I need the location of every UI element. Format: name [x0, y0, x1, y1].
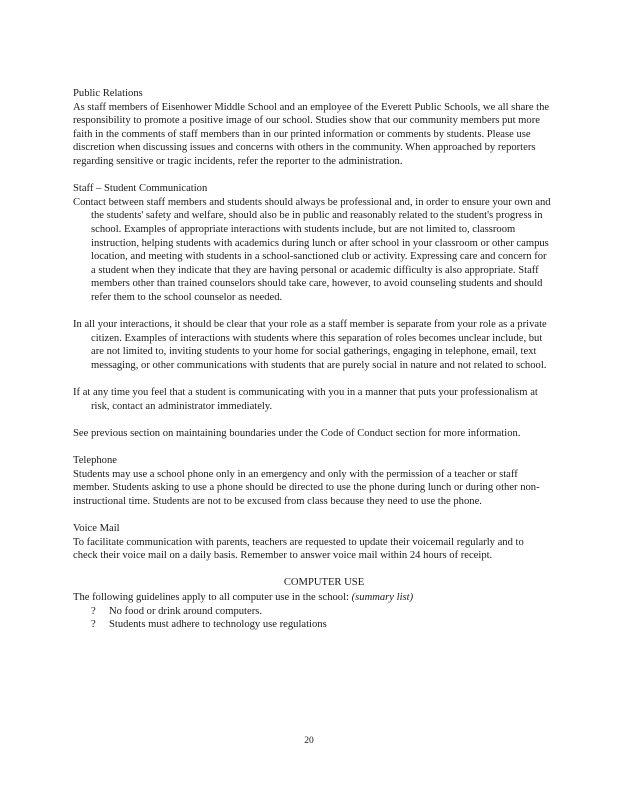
- voicemail-body: To facilitate communication with parents, teachers are requested to update their voicemail regularly and to check their voice mail on a daily basis. Remember to answer voice mail within 24 hours of receipt.: [73, 536, 524, 562]
- computer-use-intro: [73, 591, 551, 605]
- bullet-text: No food or drink around computers.: [109, 605, 262, 617]
- telephone-body: Students may use a school phone only in an emergency and only with the permission of a teacher or staff member. Students asking to use a phone should be directed to use the phone during lunch or during other non-instructional time. Students are not to be excused from class because they need to use the phone.: [73, 468, 540, 507]
- staff-student-paragraph-3: If at any time you feel that a student is communicating with you in a manner that puts your professionalism at risk, contact an administrator immediately.: [73, 387, 538, 412]
- document-page: [73, 87, 551, 632]
- bullet-mark: ?: [91, 605, 96, 617]
- computer-use-intro-note: (summary list): [351, 591, 414, 603]
- list-item: [73, 605, 551, 619]
- bullet-text: Students must adhere to technology use regulations: [109, 619, 327, 631]
- list-item: [73, 618, 551, 632]
- staff-student-heading: Staff – Student Communication: [73, 183, 208, 195]
- staff-student-paragraph-2: In all your interactions, it should be clear that your role as a staff member is separate from your role as a private citizen. Examples of interactions with students where this separation of roles becomes unclear include, but are not limited to, inviting students to your home for social gatherings, engaging in telephone, email, text messaging, or other communications with students that are purely social in nature and not related to school.: [73, 319, 547, 371]
- telephone-heading: Telephone: [73, 455, 117, 467]
- page-number: 20: [304, 736, 314, 746]
- public-relations-heading: Public Relations: [73, 88, 143, 99]
- staff-student-paragraph-4: See previous section on maintaining boundaries under the Code of Conduct section for more information.: [73, 427, 521, 439]
- staff-student-paragraph-1: Contact between staff members and students should always be professional and, in order to ensure your own and the students' safety and welfare, should also be in public and reasonably related to the student's progress in school. Examples of appropriate interactions with students include, but are not limited to, classroom instruction, helping students with academics during lunch or after school in your classroom or other campus location, and meeting with students in a school-sanctioned club or activity. Expressing care and concern for a student when they indicate that they are having personal or academic difficulty is also appropriate. Staff members other than trained counselors should take care, however, to avoid counseling students and should refer them to the school counselor as needed.: [73, 196, 551, 303]
- computer-use-intro-text: The following guidelines apply to all computer use in the school:: [73, 591, 352, 603]
- voicemail-heading: Voice Mail: [73, 523, 120, 534]
- bullet-mark: ?: [91, 619, 96, 631]
- public-relations-body: As staff members of Eisenhower Middle School and an employee of the Everett Public Schools, we all share the responsibility to promote a positive image of our school. Studies show that our community members put more faith in the comments of staff members than in our printed information or comments by students. Please use discretion when discussing issues and concerns with others in the community. When approached by reporters regarding sensitive or tragic incidents, refer the reporter to the administration.: [73, 101, 550, 167]
- computer-use-heading: COMPUTER USE: [283, 577, 365, 589]
